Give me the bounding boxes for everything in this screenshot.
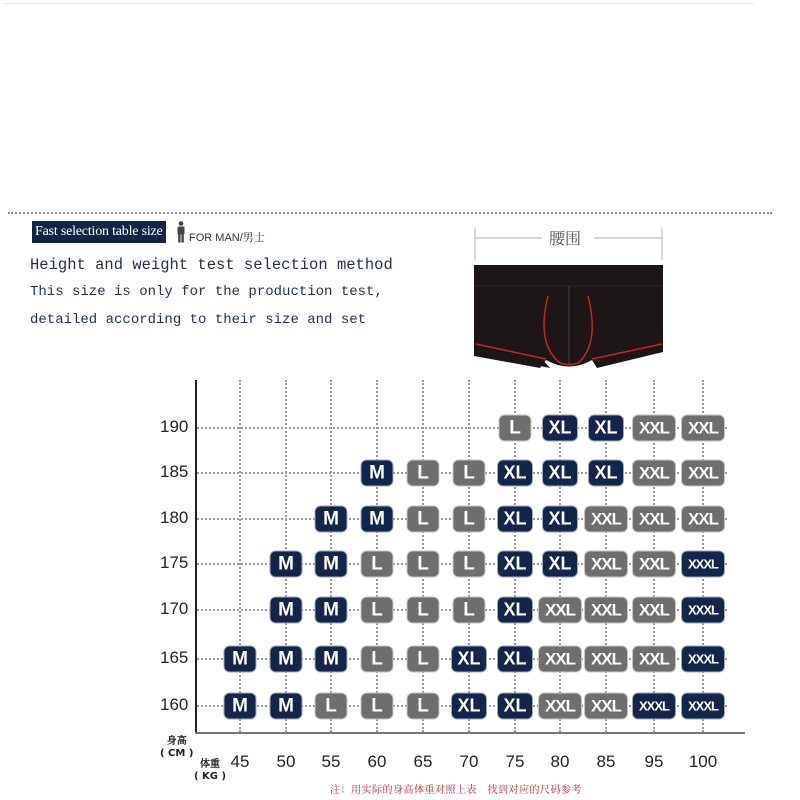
size-badge-xxl: XXL [538, 597, 582, 624]
for-man-label: FOR MAN/男士 [189, 232, 265, 244]
size-badge-xxl: XXL [538, 646, 582, 673]
x-tick-label: 50 [276, 752, 296, 771]
size-badge-m: M [270, 551, 303, 578]
size-badge-m: M [315, 506, 348, 533]
footnote: 注：用实际的身高体重对照上表 找到对应的尺码参考 [330, 785, 582, 796]
size-badge-l: L [315, 693, 348, 720]
x-tick-label: 60 [367, 752, 387, 771]
size-badge-xl: XL [451, 646, 487, 673]
size-badge-xl: XL [497, 551, 533, 578]
size-badge-xxxl: XXXL [681, 646, 725, 673]
size-badge-xl: XL [497, 597, 533, 624]
x-tick-label: 95 [644, 752, 664, 771]
size-badge-l: L [453, 460, 486, 487]
size-badge-l: L [407, 597, 440, 624]
size-badge-xl: XL [497, 693, 533, 720]
size-badge-xxl: XXL [632, 597, 676, 624]
x-axis [195, 732, 745, 734]
size-badge-l: L [361, 646, 394, 673]
y-tick-label: 170 [160, 599, 189, 618]
size-badge-l: L [453, 506, 486, 533]
size-badge-l: L [407, 551, 440, 578]
y-tick-label: 165 [160, 648, 189, 667]
size-badge-l: L [407, 506, 440, 533]
size-badge-xl: XL [542, 551, 578, 578]
size-badge-xxxl: XXXL [681, 693, 725, 720]
size-badge-l: L [453, 597, 486, 624]
size-badge-xxl: XXL [632, 415, 676, 442]
size-badge-xl: XL [497, 460, 533, 487]
size-badge-xxxl: XXXL [681, 597, 725, 624]
size-badge-m: M [361, 460, 394, 487]
size-badge-l: L [407, 460, 440, 487]
description-line-1: This size is only for the production test, [30, 284, 383, 300]
size-badge-xxxl: XXXL [632, 693, 676, 720]
x-tick-label: 65 [413, 752, 433, 771]
size-badge-m: M [315, 646, 348, 673]
size-badge-xl: XL [497, 506, 533, 533]
size-badge-xl: XL [588, 415, 624, 442]
size-badge-xxl: XXL [538, 693, 582, 720]
size-badge-xl: XL [497, 646, 533, 673]
x-axis-label-line1: 体重 [200, 759, 221, 770]
size-badge-xxl: XXL [681, 460, 725, 487]
size-badge-m: M [270, 597, 303, 624]
x-tick-label: 75 [505, 752, 525, 771]
description-line-2: detailed according to their size and set [30, 312, 367, 328]
size-badge-xl: XL [542, 460, 578, 487]
size-badge-m: M [270, 693, 303, 720]
size-badge-xxl: XXL [584, 646, 628, 673]
size-badge-xxl: XXL [584, 551, 628, 578]
title-badge: Fast selection table size [32, 221, 166, 243]
size-badge-l: L [361, 551, 394, 578]
x-tick-label: 45 [230, 752, 250, 771]
size-badge-m: M [224, 693, 257, 720]
x-tick-label: 100 [688, 752, 718, 771]
size-badge-xl: XL [542, 415, 578, 442]
size-badge-m: M [315, 551, 348, 578]
size-badge-xxl: XXL [584, 506, 628, 533]
size-badge-l: L [361, 693, 394, 720]
y-axis-label-line2: ( CM ) [160, 748, 194, 759]
size-badge-xxl: XXL [632, 506, 676, 533]
y-tick-label: 175 [160, 553, 189, 572]
x-tick-label: 80 [550, 752, 570, 771]
y-tick-label: 185 [160, 462, 189, 481]
size-badge-l: L [361, 597, 394, 624]
size-badge-m: M [270, 646, 303, 673]
size-badge-xl: XL [542, 506, 578, 533]
size-badge-xxl: XXL [632, 646, 676, 673]
waist-label: 腰围 [546, 226, 584, 249]
grid-line-vertical [239, 380, 241, 732]
size-badge-xxl: XXL [681, 415, 725, 442]
size-badge-xl: XL [588, 460, 624, 487]
man-icon [175, 221, 187, 243]
y-tick-label: 160 [160, 695, 189, 714]
x-axis-label [194, 759, 226, 783]
y-axis-label-line1: 身高 [166, 736, 187, 747]
size-badge-m: M [315, 597, 348, 624]
x-axis-label-line2: ( KG ) [194, 771, 227, 782]
size-badge-l: L [407, 646, 440, 673]
dotted-divider [8, 212, 772, 214]
size-badge-xxl: XXL [632, 460, 676, 487]
y-tick-label: 180 [160, 508, 189, 527]
size-badge-m: M [224, 646, 257, 673]
top-border [4, 3, 754, 4]
x-tick-label: 70 [459, 752, 479, 771]
size-badge-xxxl: XXXL [681, 551, 725, 578]
x-tick-label: 85 [596, 752, 616, 771]
size-badge-xxl: XXL [681, 506, 725, 533]
size-badge-l: L [453, 551, 486, 578]
size-badge-m: M [361, 506, 394, 533]
y-tick-label: 190 [160, 417, 189, 436]
x-tick-label: 55 [321, 752, 341, 771]
size-badge-xxl: XXL [632, 551, 676, 578]
size-badge-xxl: XXL [584, 597, 628, 624]
heading: Height and weight test selection method [30, 256, 393, 274]
size-badge-xl: XL [451, 693, 487, 720]
y-axis-label [160, 736, 193, 760]
size-badge-xxl: XXL [584, 693, 628, 720]
size-badge-l: L [499, 415, 532, 442]
size-badge-l: L [407, 693, 440, 720]
